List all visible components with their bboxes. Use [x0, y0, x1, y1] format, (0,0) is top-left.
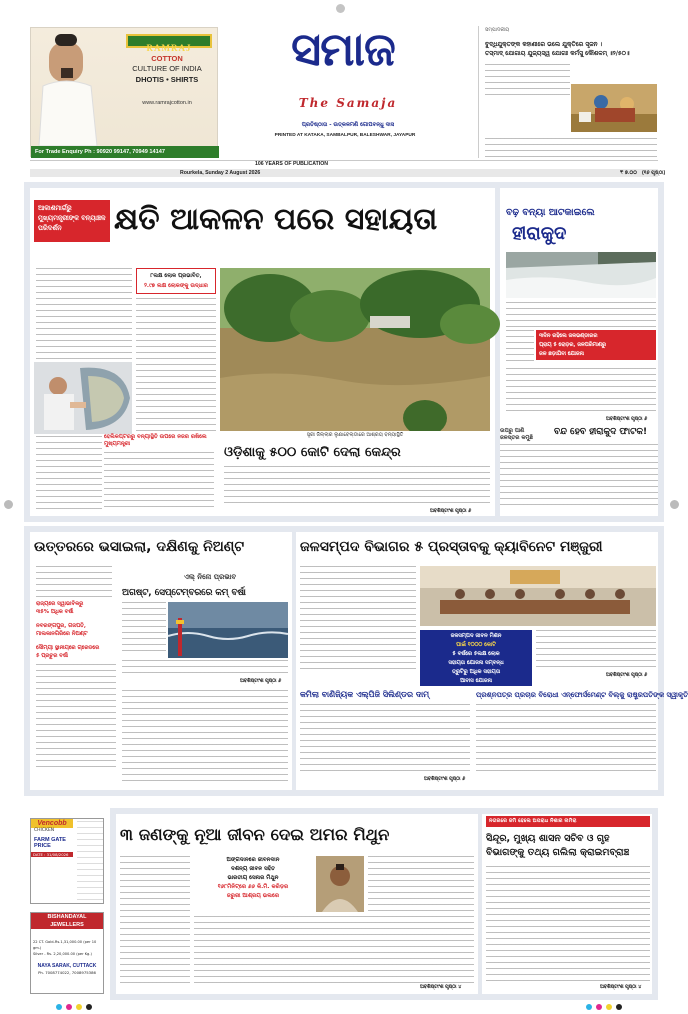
- mithun-photo[interactable]: [316, 856, 364, 912]
- editorial-quote-box: [478, 26, 658, 158]
- date-bar: [30, 161, 666, 177]
- mithun-box-line-1: ଅଙ୍ଗଦାନରେ ଜୀବନଦାନ: [226, 857, 280, 863]
- vencobb-title-1: FARM GATE: [34, 837, 66, 843]
- mithun-box-line-4: ୧୬୮ମିନିଟ୍‌ରେ ୬୬ କି.ମି. କରିଡ଼ର: [217, 884, 289, 890]
- lead-kicker-line-2: ମୁଖ୍ୟମନ୍ତ୍ରୀଙ୍କ ବନ୍ୟାଞ୍ଚଳ: [38, 214, 106, 222]
- red-stat-2-line-1: ନବରଙ୍ଗପୁର, ଗଜପତି,: [36, 623, 86, 629]
- bishan-name-2: JEWELLERS: [31, 921, 103, 929]
- mithun-box-line-3: ଭାରତୀୟ ସେନାର ମିଥୁନ: [227, 875, 279, 881]
- cm-caption-3: ରଖିଲେ ମୁଖ୍ୟମନ୍ତ୍ରୀ: [104, 434, 207, 447]
- north-south-continued[interactable]: ଅବଶିଷ୍ଟାଂଶ ପୃଷ୍ଠା ୬: [240, 679, 282, 684]
- ramraj-tagline-cotton: COTTON: [151, 54, 183, 63]
- color-bar-bottom: [56, 1004, 626, 1010]
- vencobb-sub: CHICKEN: [34, 828, 55, 833]
- lead-infobox-line-1: ୮ଲକ୍ଷ ଲୋକ ପ୍ରଭାବିତ,: [150, 273, 202, 279]
- hirakud-close-headline[interactable]: ବନ୍ଦ ହେବ ହୀରାକୁଦ ଫାଟକ!: [554, 427, 648, 437]
- lead-kicker-line-3: ପରିଦର୍ଶନ: [38, 224, 62, 232]
- years-publication: 106 YEARS OF PUBLICATION: [255, 161, 329, 167]
- cabinet-continued[interactable]: ଅବଶିଷ୍ଟାଂଶ ପୃଷ୍ଠା ୬: [606, 673, 648, 678]
- bishan-phone: Ph. 7008774022, 7008975386: [38, 970, 96, 975]
- rain-subhead[interactable]: ଅଗଷ୍ଟ, ସେପ୍ଟେମ୍ବରରେ କମ୍ ବର୍ଷା: [122, 588, 246, 598]
- red-stat-1: [36, 600, 116, 616]
- elnino-kicker: ଏଲ୍ ନିନୋ ପ୍ରଭାବ: [183, 573, 237, 581]
- mithun-infobox: [194, 856, 312, 912]
- cm-caption-1: ହେଲିକପ୍ଟରରୁ ବନ୍ୟାସ୍ଥିତି: [104, 434, 158, 440]
- sea-photo[interactable]: [168, 602, 288, 658]
- ramraj-tagline-dhotis: DHOTIS • SHIRTS: [135, 75, 199, 84]
- red-stat-3-line-2: ୫ ପ୍ରଚୁର ବର୍ଷା: [36, 653, 69, 659]
- vencobb-date: DATE : 31/08/2026: [31, 852, 73, 857]
- lead-headline[interactable]: କ୍ଷତି ଆକଳନ ପରେ ସହାୟତା: [114, 202, 438, 237]
- north-south-headline[interactable]: ଉତ୍ତରରେ ଭସାଇଲା, ଦକ୍ଷିଣକୁ ନିଅଣ୍ଟ: [34, 539, 245, 555]
- mithun-box-line-5: ଜରୁରୀ ଆଶ୍ରୟ ଭଲରେ: [226, 893, 280, 899]
- lead-continued[interactable]: ଅବଶିଷ୍ଟାଂଶ ପୃଷ୍ଠା ୬: [430, 509, 472, 514]
- cabinet-infobox: [420, 630, 532, 686]
- cm-photo-caption: [104, 434, 216, 448]
- red-stat-2-line-2: ମାଲକାନଗିରିରେ ନିଅଣ୍ଟ: [36, 631, 88, 637]
- mithun-continued[interactable]: ଅବଶିଷ୍ଟାଂଶ ପୃଷ୍ଠା ୪: [420, 985, 462, 990]
- registration-mark-left: [4, 500, 13, 509]
- hirakud-dam-photo[interactable]: [506, 252, 656, 298]
- ramraj-brand: RAMRAJ: [146, 43, 192, 53]
- ramraj-enquiry: For Trade Enquiry Ph : 90920 99147, 70949 14147: [31, 146, 219, 158]
- lead-kicker: [34, 200, 110, 242]
- crime-continued[interactable]: ଅବଶିଷ୍ଟାଂଶ ପୃଷ୍ଠା ୪: [600, 985, 642, 990]
- vencobb-title-2: PRICE: [34, 843, 51, 849]
- masthead-logo[interactable]: [258, 18, 428, 118]
- red-stat-3-line-1: ସୌମ୍ୟୀ ସ୍ଥାନୀୟରେ ଗ୍ରେଡରେ: [36, 645, 100, 651]
- krishna-arjuna-illustration: [571, 84, 657, 132]
- cabinet-meeting-photo[interactable]: [420, 566, 656, 626]
- price: ₹ ୭.୦୦: [620, 170, 637, 176]
- close-kicker-line-1: ଉପରୁ ପାଣି: [500, 428, 525, 434]
- hirakud-box-line-2: ପ୍ରାୟ ୫ ରୋଡ଼ର, ଜଳପରିମାଣରୁ: [539, 342, 606, 348]
- hirakud-infobox: [536, 330, 656, 360]
- cabinet-box-line-4: ସହାୟତା ଯୋଜନା ସମ୍ବନ୍ଧ: [448, 660, 504, 666]
- printed-line: PRINTED AT KATAKA, SAMBALPUR, BALESHWAR, JAYAPUR: [274, 133, 416, 138]
- ramraj-url[interactable]: www.ramrajcotton.in: [142, 100, 192, 106]
- sea-storm-photo-icon: [168, 602, 288, 658]
- bill-headline[interactable]: ପ୍ରଶ୍ନପତ୍ର ପ୍ରଚାର ବିରୋଧୀ ଏନ୍ଫୋର୍ସମେଣ୍ଟ ବିଲ୍‌କୁ ରାଷ୍ଟ୍ରପତିଙ୍କ ସ୍ୱୀକୃତି: [476, 691, 688, 699]
- hirakud-box-line-1: ୩ଦିନ ରହିଲେ ଜଳଭଣ୍ଡାରର: [539, 333, 598, 339]
- registration-mark-top: [336, 4, 345, 13]
- lpg-headline[interactable]: କମିଲା ବାଣିଜ୍ୟିକ ଏଲ୍‌ପିଜି ସିଲିଣ୍ଡର ଦାମ୍: [300, 690, 430, 699]
- hirakud-close-kicker: [500, 428, 552, 442]
- hirakud-continued[interactable]: ଅବଶିଷ୍ଟାଂଶ ପୃଷ୍ଠା ୬: [606, 417, 648, 422]
- cabinet-box-line-2: ପାଇଁ ୧୦୦୦ କୋଟି: [456, 642, 496, 648]
- founder-line: ପ୍ରତିଷ୍ଠାତା - ଉତ୍କଳମଣି ଗୋପବନ୍ଧୁ ଦାସ: [301, 122, 395, 128]
- quote-label: ସମ୍ପାଦକୀୟ: [485, 27, 510, 33]
- cabinet-box-line-1: ଜଳସମ୍ପଦ ଜୀବନ ମିଶନ: [450, 633, 502, 639]
- bishan-name-1: BISHANDAYAL: [31, 913, 103, 921]
- crime-headline-1[interactable]: ସିନ୍ଦୂର, ମୁଖ୍ୟ ଶାସନ ସଚିବ ଓ ଗୃହ: [486, 833, 610, 844]
- hirakud-kicker: ବଢ଼ ବନ୍ୟା ଆଟକାଇଲେ: [506, 207, 595, 218]
- bishan-address: NAYA SARAK, CUTTACK: [37, 963, 97, 969]
- cm-helicopter-photo[interactable]: [34, 362, 132, 434]
- ramraj-tagline-culture: CULTURE OF INDIA: [132, 64, 202, 73]
- lead-infobox: [136, 268, 216, 294]
- crime-headline-2[interactable]: ବିଭାଗଙ୍କୁ ତଥ୍ୟ ଗଲିଲା କ୍ରାଇମବ୍ରାଞ୍ଚ: [486, 847, 630, 858]
- flood-photo-caption: ସ୍ତ୍ରୀ ଜିଲ୍ଲାର ଲୁଣାବେଲ୍ଡାରେ ଆଶ୍ରୟ ବନ୍ୟାସ୍ଥିତି: [220, 431, 490, 440]
- mithun-headline[interactable]: ୩ ଜଣଙ୍କୁ ନୂଆ ଜୀବନ ଦେଇ ଅମର ମିଥୁନ: [120, 825, 390, 844]
- cabinet-box-line-6: ଆବାସ ଯୋଜନା: [460, 678, 492, 684]
- cabinet-meeting-photo-icon: [420, 566, 656, 626]
- red-stat-3: [36, 644, 116, 660]
- flood-photo[interactable]: [220, 268, 490, 440]
- registration-mark-right: [670, 500, 679, 509]
- lpg-continued[interactable]: ଅବଶିଷ୍ଟାଂଶ ପୃଷ୍ଠା ୬: [424, 777, 466, 782]
- helicopter-window-icon: [34, 362, 132, 434]
- logo-english: The Samaja: [298, 96, 398, 110]
- ramraj-ad[interactable]: [30, 27, 218, 157]
- crime-kicker: ନଗରରେ ଜମି ହେଲେ ଅପରାଧ ନିଶାର ନାମିରା: [486, 816, 650, 827]
- portrait-photo-icon: [316, 856, 364, 912]
- vencobb-ad[interactable]: [30, 818, 104, 904]
- bishan-silver: Silver - Rs. 2,20,000.00 (per Kg.): [33, 952, 92, 956]
- dam-photo-icon: [506, 252, 656, 298]
- date-line: Rourkela, Sunday 2 August 2026: [180, 170, 261, 176]
- red-stat-2: [36, 622, 116, 638]
- vencobb-brand: Vencobb: [31, 819, 73, 828]
- flood-photo-icon: [220, 268, 490, 440]
- cabinet-headline[interactable]: ଜଳସମ୍ପଦ ବିଭାଗର ୫ ପ୍ରସ୍ତାବକୁ କ୍ୟାବିନେଟ ମଞ୍ଜୁରୀ: [300, 539, 603, 555]
- cabinet-box-line-3: ୫ ବର୍ଷରେ ୫ଲକ୍ଷ ଲୋକ: [452, 651, 500, 657]
- quote-line-2: ତସ୍ମାଦ୍ ଯୋଗାୟ ଯୁଜ୍ୟସ୍ୱ ଯୋଗଃ କର୍ମସୁ କୌଶଳମ୍ ॥୨/୫୦॥: [485, 50, 630, 57]
- cm-caption-2: ଉପରେ ନଜର: [159, 434, 189, 440]
- lead-subhead[interactable]: ଓଡ଼ିଶାକୁ ୫୦୦ କୋଟି ଦେଲା କେନ୍ଦ୍ର: [224, 445, 401, 460]
- red-stat-1-line-2: ୩୫% ଅଧିକ ବର୍ଷା: [36, 609, 74, 615]
- bishan-rate: 22 CT. Gold-Rs.1,31,000.00 (per 10 gm.): [33, 940, 97, 950]
- red-stat-1-line-1: ରାଜ୍ୟରେ ସ୍ୱାଭାବିକରୁ: [36, 601, 84, 607]
- close-kicker-line-2: ଜଳସ୍ତର କମୁଛି: [500, 435, 534, 441]
- bishandayal-ad[interactable]: [30, 912, 104, 994]
- page-count: (୧୬ ପୃଷ୍ଠା): [642, 170, 666, 176]
- cabinet-box-line-5: ତ୍ରୁଟିରୁ ଅଧିକ ସହାୟତା: [451, 669, 500, 675]
- lead-kicker-line-1: ଆକାଶମାର୍ଗରୁ: [38, 204, 72, 212]
- model-photo-icon: [31, 28, 111, 146]
- logo-odia: ସମାଜ: [291, 22, 395, 76]
- mithun-box-line-2: ଦଶନ୍ୟ ଜୀବନ ସହିତ: [230, 866, 276, 872]
- quote-line-1: ବୁଦ୍ଧିଯୁକ୍ତଙ୍କ କହାଣୀରେ ଭଲେ ଯୁକ୍ତିରେ ସୃଜନ ।: [485, 41, 603, 48]
- hirakud-box-line-3: ଜଳ ଛଡ଼ାଯିବା ଯୋଜନା: [539, 351, 584, 357]
- hirakud-headline[interactable]: ହୀରାକୁଦ: [512, 223, 567, 244]
- lead-infobox-line-2: ୨.୯୭ ଲକ୍ଷ ଲୋକଙ୍କୁ ଉଦ୍ଧାର: [144, 283, 208, 289]
